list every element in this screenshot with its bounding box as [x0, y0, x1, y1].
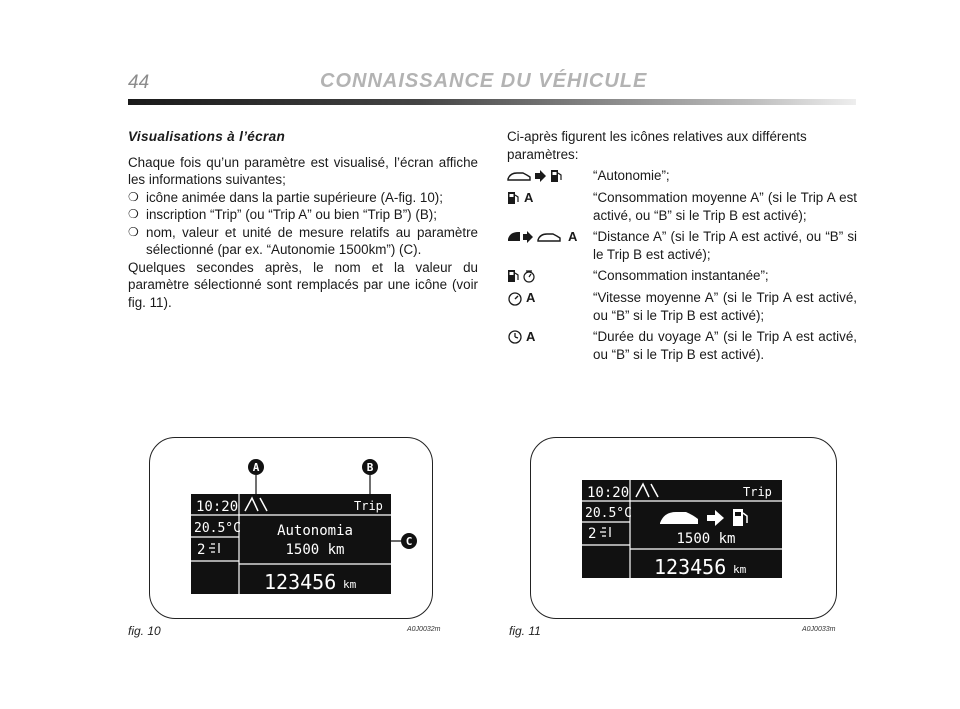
display-param-value: 1500 km [676, 531, 736, 547]
icons-intro: Ci-après figurent les icônes relatives aux différents paramètres: [507, 129, 807, 162]
fuel-pump-icon [507, 189, 593, 207]
figure-11-caption: fig. 11 [509, 624, 541, 638]
icon-list-item [507, 228, 857, 263]
icon-description: “Vitesse moyenne A” (si le Trip A est activé, ou “B” si le Trip B est activé); [593, 290, 857, 323]
display-odometer: 123456 [654, 555, 727, 579]
icon-list-item [507, 289, 857, 324]
bullet-text: nom, valeur et unité de mesure relatifs au paramètre sélectionné (par ex. “Autonomie 1500km”) (C). [146, 224, 478, 257]
figure-10-caption: fig. 10 [128, 624, 161, 638]
icon-description: “Autonomie”; [593, 168, 670, 183]
section-title: CONNAISSANCE DU VÉHICULE [320, 70, 648, 92]
display-temperature: 20.5°C [194, 521, 241, 536]
fuel-pump-clock-icon [507, 267, 593, 285]
trip-letter: A [526, 329, 536, 345]
callout-a: A [252, 461, 260, 474]
bullet-text: inscription “Trip” (ou “Trip A” ou bien “Trip B”) (B); [146, 207, 437, 222]
bullet-text: icône animée dans la partie supérieure (A-fig. 10); [146, 189, 443, 205]
car-arrow-fuel-icon [507, 167, 593, 185]
icon-list-item [507, 267, 857, 285]
callout-b: B [366, 461, 374, 474]
bullet-icon: ❍ [128, 189, 139, 204]
speedometer-icon [507, 289, 593, 307]
display-time: 10:20 [587, 485, 630, 501]
header-rule [128, 99, 856, 105]
right-column [507, 128, 857, 363]
display-gear: 2 [588, 526, 597, 542]
bullet-icon: ❍ [128, 207, 139, 221]
outro-paragraph: Quelques secondes après, le nom et la valeur du paramètre sélectionné sont remplacés par une icône (voir fig. 11). [128, 259, 478, 310]
bullet-icon: ❍ [128, 224, 139, 239]
bullet-item [128, 206, 478, 224]
figure-11-display [530, 437, 837, 619]
icon-description: “Durée du voyage A” (si le Trip A est activé, ou “B” si le Trip B est activé). [593, 329, 857, 362]
bullet-item [128, 224, 478, 259]
figure-10-code: A0J0032m [407, 626, 441, 633]
display-temperature: 20.5°C [585, 506, 632, 521]
trip-letter: A [568, 229, 578, 245]
display-odometer-unit: km [343, 578, 357, 591]
icon-list-item [507, 167, 857, 185]
display-trip: Trip [743, 485, 772, 499]
clock-icon [507, 328, 593, 346]
icon-description: “Consommation instantanée”; [593, 268, 769, 283]
display-gear: 2 [197, 542, 206, 558]
callout-c: C [405, 535, 413, 548]
icon-list-item [507, 189, 857, 224]
bullet-item [128, 189, 478, 207]
display-trip: Trip [354, 499, 383, 513]
display-odometer-unit: km [733, 563, 747, 576]
fuel-pump-icon [733, 509, 743, 526]
icon-description: “Consommation moyenne A” (si le Trip A est activé, ou “B” si le Trip B est activé); [593, 190, 857, 223]
trip-letter: A [526, 290, 536, 306]
display-param-name: Autonomia [277, 523, 353, 539]
figure-11-code: A0J0033m [802, 626, 836, 633]
display-odometer: 123456 [264, 570, 337, 594]
page-number: 44 [128, 72, 150, 93]
icon-description: “Distance A” (si le Trip A est activé, ou “B” si le Trip B est activé); [593, 229, 857, 262]
icon-list-item [507, 328, 857, 363]
intro-paragraph: Chaque fois qu’un paramètre est visualisé, l’écran affiche les informations suivantes; [128, 154, 478, 187]
display-time: 10:20 [196, 499, 239, 515]
section-heading: Visualisations à l’écran [128, 129, 286, 144]
trip-letter: A [524, 190, 534, 206]
display-param-value: 1500 km [285, 542, 345, 558]
left-column [128, 128, 478, 311]
flag-arrow-car-icon [507, 228, 593, 246]
figure-10-display [149, 437, 433, 619]
